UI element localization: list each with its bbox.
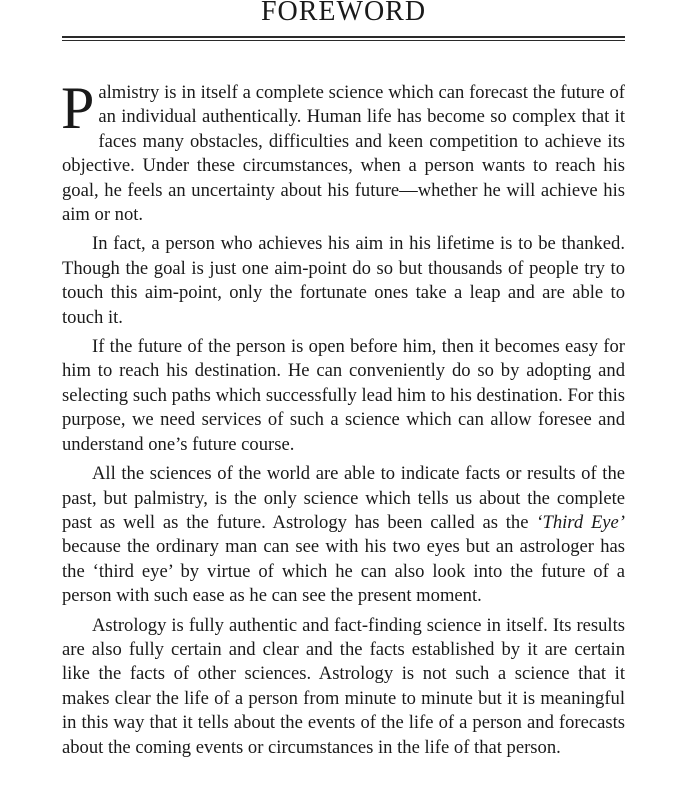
third-eye-phrase: ‘Third Eye’	[536, 511, 626, 533]
paragraph-4-text-start: All the sciences of the world are able to indicate facts or results of the past, but palmistry, is the only science which tells us about the complete past as well as the future. Astrology has been called as the	[62, 463, 625, 533]
title-rule-thick	[62, 36, 625, 38]
paragraph-1-text: almistry is in itself a complete science which can forecast the future of an individual authentically. Human life has become so complex that it faces many obstacles, difficulties and keen competition to achieve its objective. Under these circumstances, when a person wants to reach his goal, he feels an uncertainty about his future—whether he will achieve his aim or not.	[62, 82, 625, 226]
foreword-body	[61, 75, 626, 760]
title-rule-thin	[62, 40, 625, 41]
page-title: FOREWORD	[260, 0, 427, 27]
paragraph-4-text-end: because the ordinary man can see with his two eyes but an astrologer has the ‘third eye’ by virtue of which he can also look into the future of a person with such ease as he can see the present moment.	[62, 536, 625, 607]
drop-cap: P	[61, 75, 95, 141]
paragraph-4	[62, 462, 625, 608]
page	[62, 0, 625, 765]
paragraph-5: Astrology is fully authentic and fact-finding science in itself. Its results are also fully certain and clear and the facts established by it are certain like the facts of other sciences. Astrology is not such a science that it makes clear the life of a person from minute to minute but it is meaningful in this way that it tells about the events of the life of a person and forecasts about the coming events or circumstances in the life of that person.	[62, 614, 625, 758]
paragraph-1	[61, 75, 625, 227]
paragraph-2: In fact, a person who achieves his aim in his lifetime is to be thanked. Though the goal is just one aim-point do so but thousands of people try to touch this aim-point, only the fortunate ones take a leap and are able to touch it.	[62, 233, 625, 328]
paragraph-3: If the future of the person is open before him, then it becomes easy for him to reach his destination. He can conveniently do so by adopting and selecting such paths which successfully lead him to his destination. For this purpose, we need services of such a science which can allow foresee and understand one’s future course.	[62, 336, 625, 455]
